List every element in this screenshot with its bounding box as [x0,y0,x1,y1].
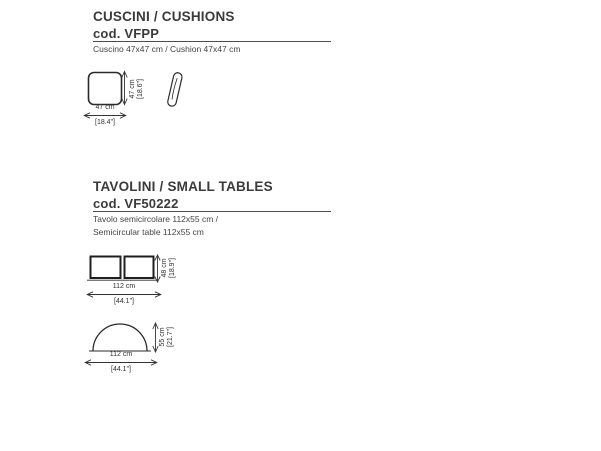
cushion-height-cm: 47 cm [129,79,136,99]
section-divider-line [93,211,331,212]
table-height-in: [18.9"] [169,258,176,278]
cushion-height-label [129,79,145,99]
table-top-width-dimension-line [84,359,158,366]
cushion-height-dimension-line [121,70,129,106]
cushion-width-dimension-line [83,112,127,119]
cushion-height-in: [18.6"] [137,79,144,99]
table-depth-in: [21.7"] [167,327,174,347]
section-code-tables: cod. VF50222 [93,196,179,211]
table-top-width-cm: 112 cm [109,351,133,358]
table-description-line1: Tavolo semicircolare 112x55 cm / [93,214,219,224]
table-height-cm: 48 cm [161,258,168,278]
cushion-width-cm: 47 cm [95,104,115,111]
table-description-line2: Semicircular table 112x55 cm [93,227,204,237]
section-code-cushions: cod. VFPP [93,26,160,41]
table-front-drawing [86,253,162,283]
cushion-width-in: [18.4"] [95,119,115,126]
cushion-description: Cuscino 47x47 cm / Cushion 47x47 cm [93,44,241,54]
table-depth-cm: 55 cm [159,327,166,347]
table-top-drawing [86,320,156,354]
table-width-cm: 112 cm [112,283,136,290]
table-width-in: [44.1"] [114,298,134,305]
table-top-width-dimension [84,351,158,374]
table-width-dimension [86,283,162,306]
cushion-width-dimension [83,104,127,127]
table-top-width-in: [44.1"] [111,366,131,373]
section-title-cushions: CUSCINI / CUSHIONS [93,9,235,24]
table-depth-label [159,327,175,347]
cushion-side-drawing [158,69,192,111]
section-divider-line [93,41,331,42]
table-height-label [161,258,177,278]
table-width-dimension-line [86,291,162,298]
section-title-tables: TAVOLINI / SMALL TABLES [93,179,273,194]
